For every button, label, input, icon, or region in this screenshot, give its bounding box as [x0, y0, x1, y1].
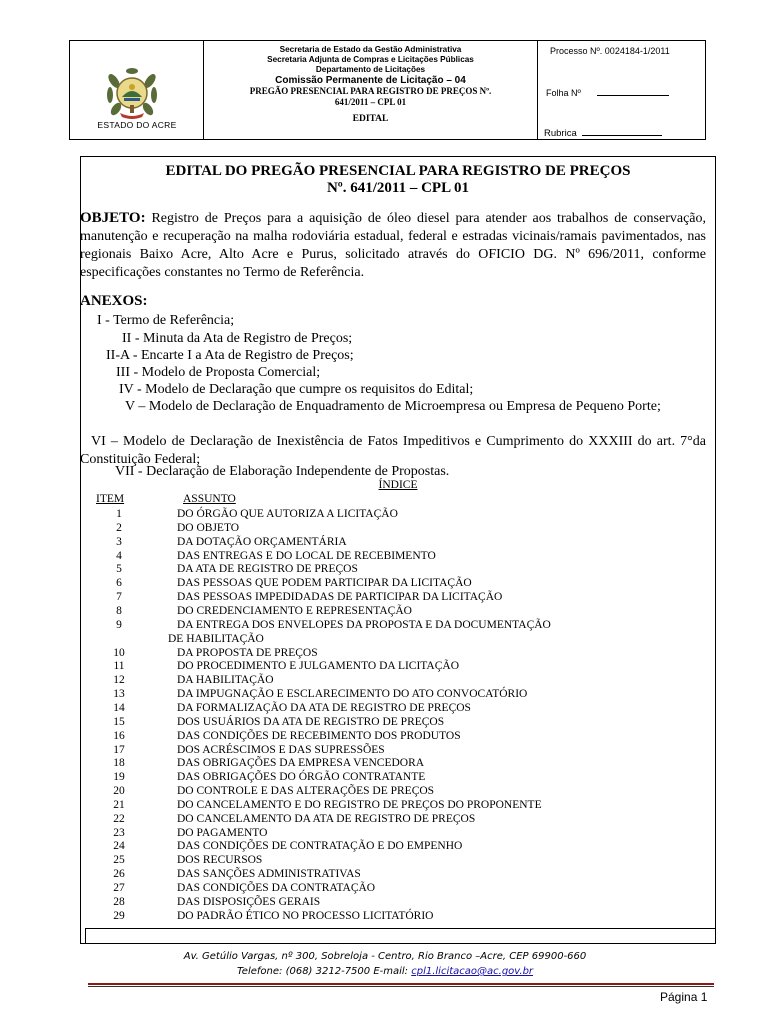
- index-row-subject: DO PADRÃO ÉTICO NO PROCESSO LICITATÓRIO: [177, 909, 434, 922]
- footer-address: Av. Getúlio Vargas, nº 300, Sobreloja - Centro, Rio Branco –Acre, CEP 69900-660: [183, 951, 587, 962]
- index-row-subject: DAS OBRIGAÇÕES DO ÓRGÃO CONTRATANTE: [177, 771, 426, 784]
- rubrica-blank: [582, 128, 662, 136]
- document-header: [69, 40, 706, 140]
- footer-address-block: [0, 949, 770, 979]
- index-row-number: 8: [116, 605, 122, 617]
- anexos-heading: ANEXOS:: [80, 293, 148, 309]
- index-row-subject: DAS PESSOAS IMPEDIDADAS DE PARTICIPAR DA LICITAÇÃO: [177, 591, 503, 604]
- index-row-subject: DAS OBRIGAÇÕES DA EMPRESA VENCEDORA: [177, 757, 425, 770]
- index-row: [80, 687, 716, 701]
- index-row-subject: DOS RECURSOS: [177, 854, 263, 867]
- index-row-subject: DA ATA DE REGISTRO DE PREÇOS: [177, 563, 358, 576]
- index-row: [80, 715, 716, 729]
- rubrica-field: [544, 128, 702, 139]
- index-row-number: 7: [116, 591, 122, 604]
- folha-label: Folha Nº: [546, 88, 581, 98]
- index-row-number: 14: [113, 701, 125, 714]
- index-row-subject: DO OBJETO: [177, 521, 240, 534]
- index-row-subject: DAS CONDIÇÕES DE RECEBIMENTO DOS PRODUTOS: [177, 729, 461, 742]
- col-item-header: ITEM: [96, 493, 125, 505]
- index-row-number: 15: [113, 715, 125, 728]
- index-row: [80, 770, 716, 784]
- index-row: [80, 881, 716, 895]
- index-row-subject: DAS CONDIÇÕES DE CONTRATAÇÃO E DO EMPENHO: [177, 840, 463, 853]
- index-row-subject: DOS ACRÉSCIMOS E DAS SUPRESSÕES: [177, 743, 385, 756]
- index-row-subject: DO CANCELAMENTO E DO REGISTRO DE PREÇOS DO PROPONENTE: [177, 798, 542, 811]
- index-row-number: 19: [113, 771, 125, 784]
- index-row-number: 6: [116, 577, 122, 590]
- index-row: [80, 839, 716, 853]
- index-row: [80, 549, 716, 563]
- anexo-item: III - Modelo de Proposta Comercial;: [116, 365, 321, 380]
- index-row-number: 27: [113, 882, 125, 894]
- index-row: [80, 701, 716, 715]
- anexo-item: VI – Modelo de Declaração de Inexistência de Fatos Impeditivos e Cumprimento do XXXIII do art. 7°da Constituição Federal;: [80, 434, 706, 467]
- folha-blank: [597, 88, 669, 96]
- anexo-item: I - Termo de Referência;: [97, 313, 235, 328]
- index-row-number: 25: [113, 854, 125, 867]
- footer-rule-thin: [88, 986, 714, 987]
- index-row-number: 22: [113, 812, 125, 825]
- index-row-number: 13: [113, 688, 125, 701]
- index-row: [80, 562, 716, 576]
- index-row-continuation: DE HABILITAÇÃO: [168, 632, 264, 645]
- index-row-subject: DAS CONDIÇÕES DA CONTRATAÇÃO: [177, 882, 376, 894]
- adjunta-line: Secretaria Adjunta de Compras e Licitações Públicas: [267, 55, 474, 64]
- index-row-subject: DA HABILITAÇÃO: [177, 674, 274, 687]
- processo-number: Processo Nº. 0024184-1/2011: [550, 46, 670, 56]
- index-row: [80, 673, 716, 687]
- objeto-label: OBJETO:: [80, 210, 146, 226]
- objeto-text: Registro de Preços para a aquisição de óleo diesel para atender aos trabalhos de conservação, manutenção e recuperação na malha rodoviária estadual, federal e estradas vicinais/ramais pavimentados, nas regionais Baixo Acre, Alto Acre e Purus, solicitado através do OFICIO DG. Nº 696/2011, conforme especificações constantes no Termo de Referência.: [80, 211, 707, 280]
- index-row: [80, 756, 716, 770]
- departamento-line: Departamento de Licitações: [315, 65, 426, 74]
- index-row-number: 4: [116, 549, 122, 562]
- index-row-number: 9: [116, 618, 122, 631]
- frame-bottom-line: [85, 928, 716, 929]
- index-row-number: 18: [113, 757, 125, 770]
- index-row: [80, 826, 716, 840]
- title-line-1: EDITAL DO PREGÃO PRESENCIAL PARA REGISTRO DE PREÇOS: [165, 163, 631, 179]
- index-row-number: 26: [113, 868, 125, 881]
- index-row-subject: DO ÓRGÃO QUE AUTORIZA A LICITAÇÃO: [177, 508, 398, 520]
- index-row: [80, 784, 716, 798]
- comissao-line: Comissão Permanente de Licitação – 04: [275, 75, 466, 86]
- index-row: [80, 867, 716, 881]
- index-row: [80, 798, 716, 812]
- index-row-subject: DA ENTREGA DOS ENVELOPES DA PROPOSTA E DA DOCUMENTAÇÃO: [177, 618, 551, 631]
- footer-phone: Telefone: (068) 3212-7500 E-mail:: [236, 966, 409, 977]
- objeto-paragraph: [80, 209, 706, 282]
- index-row-subject: DO CONTROLE E DAS ALTERAÇÕES DE PREÇOS: [177, 785, 435, 797]
- index-row: [80, 729, 716, 743]
- index-row: [80, 535, 716, 549]
- index-row-subject: DAS SANÇÕES ADMINISTRATIVAS: [177, 868, 361, 881]
- index-row: [80, 646, 716, 660]
- rubrica-label: Rubrica: [544, 128, 577, 139]
- index-row-subject: DAS ENTREGAS E DO LOCAL DE RECEBIMENTO: [177, 549, 436, 562]
- frame-side-line: [85, 928, 86, 944]
- footer-rule: [88, 983, 714, 985]
- col-assunto-header: ASSUNTO: [183, 493, 236, 505]
- header-process-cell: [538, 41, 705, 139]
- footer-contact: [0, 964, 770, 979]
- anexo-item: VII - Declaração de Elaboração Independente de Propostas.: [115, 464, 450, 479]
- index-row-subject: DA DOTAÇÃO ORÇAMENTÁRIA: [177, 535, 347, 548]
- index-row: [80, 521, 716, 535]
- index-row: [80, 895, 716, 909]
- index-row-number: 23: [113, 826, 125, 839]
- index-row-number: 3: [116, 535, 122, 548]
- index-row-subject: DO PAGAMENTO: [177, 826, 268, 839]
- index-row-number: 11: [113, 660, 125, 673]
- index-row: [80, 853, 716, 867]
- pregao-line-1: PREGÃO PRESENCIAL PARA REGISTRO DE PREÇOS Nº.: [249, 86, 492, 96]
- index-row-number: 17: [113, 743, 125, 756]
- state-crest-icon: [104, 65, 160, 121]
- index-row: [80, 909, 716, 923]
- index-row: [80, 604, 716, 618]
- index-row: [80, 507, 716, 521]
- index-row-number: 2: [116, 521, 122, 534]
- folha-field: [546, 88, 696, 98]
- document-title: [80, 163, 716, 197]
- index-row-subject: DO PROCEDIMENTO E JULGAMENTO DA LICITAÇÃO: [177, 660, 459, 673]
- index-row: [80, 659, 716, 673]
- anexo-item: IV - Modelo de Declaração que cumpre os requisitos do Edital;: [119, 382, 474, 397]
- anexo-item: V – Modelo de Declaração de Enquadramento de Microempresa ou Empresa de Pequeno Porte;: [125, 399, 661, 414]
- index-row-number: 10: [113, 646, 125, 659]
- index-row-number: 20: [113, 785, 125, 797]
- anexo-item: II-A - Encarte I a Ata de Registro de Preços;: [106, 348, 354, 363]
- page-number: Página 1: [660, 990, 708, 1004]
- index-row-number: 16: [113, 729, 125, 742]
- header-logo-cell: [70, 41, 204, 139]
- index-row-subject: DO CREDENCIAMENTO E REPRESENTAÇÃO: [177, 605, 412, 617]
- index-row-subject: DOS USUÁRIOS DA ATA DE REGISTRO DE PREÇOS: [177, 715, 445, 728]
- index-row-number: 24: [113, 840, 125, 853]
- footer-email-link[interactable]: cpl1.licitacao@ac.gov.br: [411, 966, 534, 977]
- index-row: [80, 812, 716, 826]
- indice-heading: ÍNDICE: [378, 479, 418, 491]
- title-line-2: Nº. 641/2011 – CPL 01: [326, 180, 470, 196]
- index-row: [80, 590, 716, 604]
- index-row-number: 21: [113, 798, 125, 811]
- index-row-number: 28: [113, 895, 125, 908]
- index-row-subject: DAS DISPOSIÇÕES GERAIS: [177, 895, 321, 908]
- index-row-number: 1: [116, 508, 122, 520]
- index-row-subject: DA PROPOSTA DE PREÇOS: [177, 646, 318, 659]
- index-row-number: 12: [113, 674, 125, 687]
- index-row-subject: DA FORMALIZAÇÃO DA ATA DE REGISTRO DE PREÇOS: [177, 701, 471, 714]
- header-center-cell: [204, 41, 538, 139]
- index-row-subject: DA IMPUGNAÇÃO E ESCLARECIMENTO DO ATO CONVOCATÓRIO: [177, 688, 528, 701]
- pregao-line-2: 641/2011 – CPL 01: [334, 97, 407, 107]
- index-row-number: 29: [113, 909, 125, 922]
- index-row-subject: DO CANCELAMENTO DA ATA DE REGISTRO DE PREÇOS: [177, 812, 476, 825]
- edital-label: EDITAL: [352, 114, 389, 124]
- index-row-subject: DAS PESSOAS QUE PODEM PARTICIPAR DA LICITAÇÃO: [177, 577, 472, 590]
- anexo-item: II - Minuta da Ata de Registro de Preços;: [122, 331, 353, 346]
- index-row-number: 5: [116, 563, 122, 576]
- index-row: [80, 576, 716, 590]
- secretaria-line: Secretaria de Estado da Gestão Administrativa: [279, 45, 462, 54]
- index-row: [80, 743, 716, 757]
- index-row: [80, 618, 716, 632]
- estado-label: ESTADO DO ACRE: [97, 120, 177, 130]
